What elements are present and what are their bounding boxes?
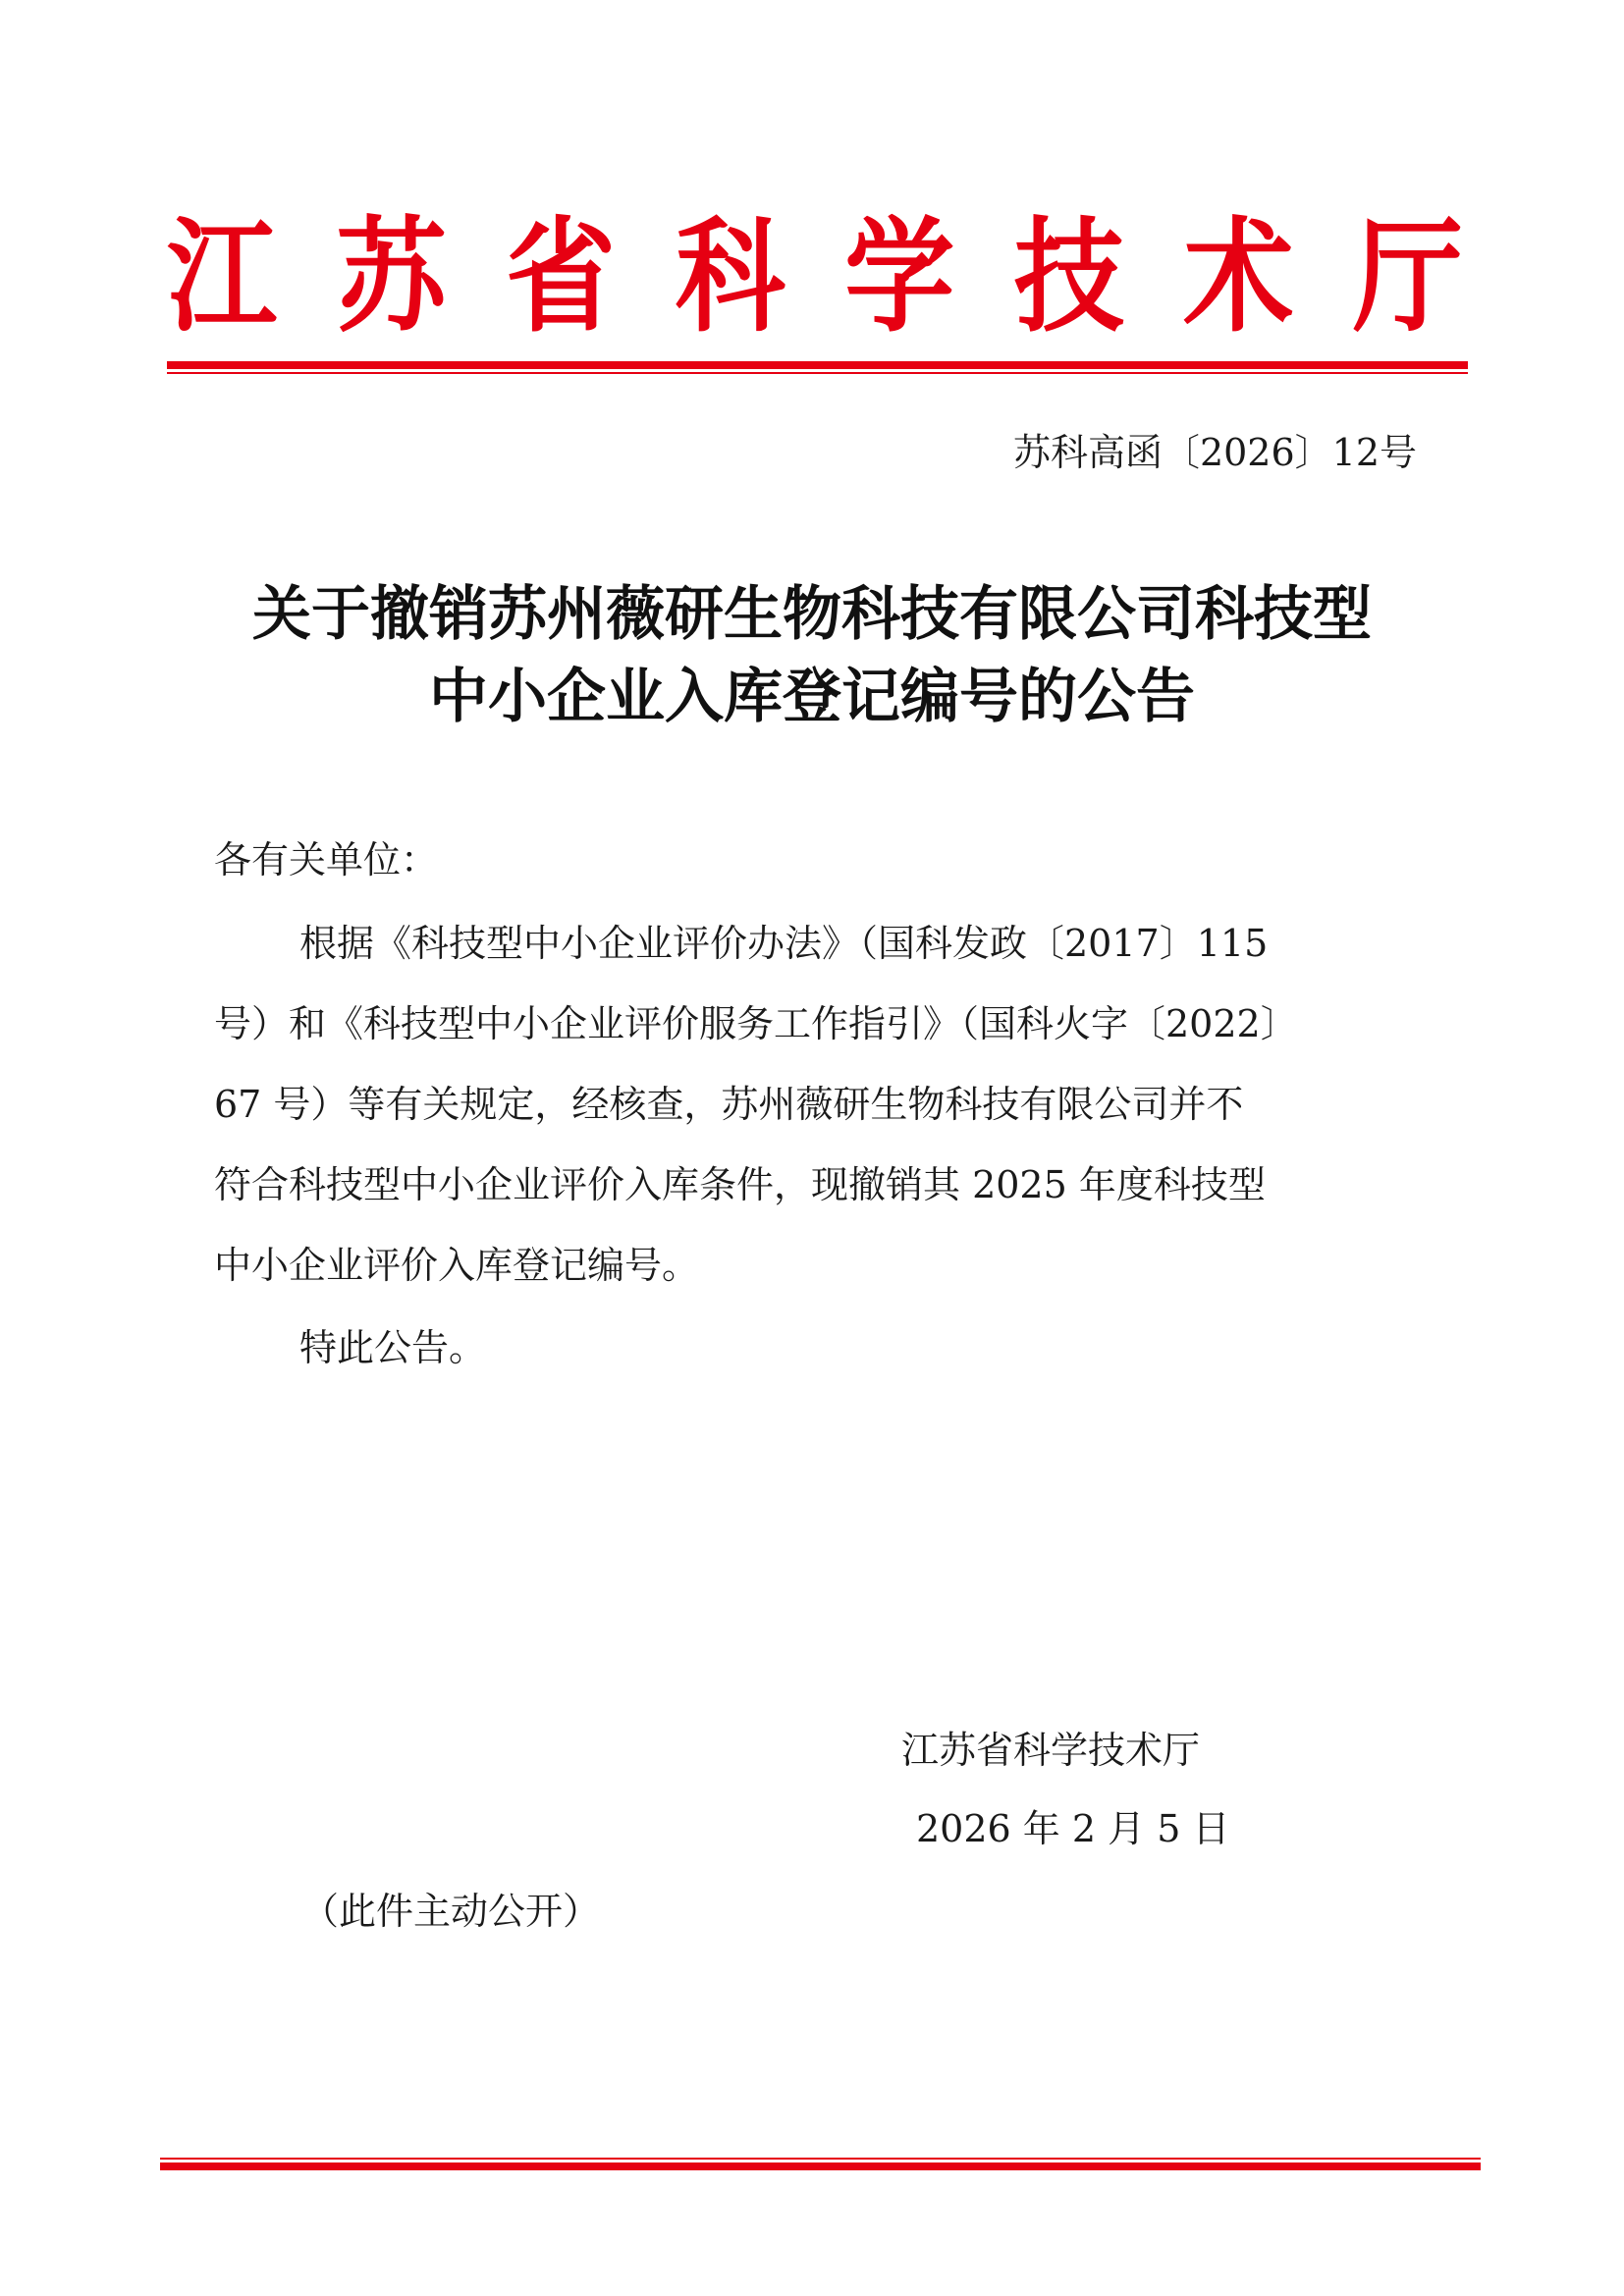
masthead-char: 厅 [1352,206,1463,349]
salutation: 各有关单位： [214,838,439,881]
body-line: 根据《科技型中小企业评价办法》（国科发政〔2017〕115 [299,922,1269,965]
masthead-char: 科 [675,206,785,349]
masthead-divider-thin [167,372,1468,374]
body-line: 号）和《科技型中小企业评价服务工作指引》（国科火字〔2022〕 [214,1002,1298,1045]
document-title-line-1: 关于撤销苏州薇研生物科技有限公司科技型 [252,580,1372,649]
masthead-char: 省 [506,206,617,349]
masthead [167,206,1463,349]
masthead-char: 技 [1013,206,1124,349]
masthead-char: 学 [844,206,955,349]
footer-divider-thick [160,2163,1481,2170]
document-number: 苏科高函〔2026〕12号 [1012,431,1417,474]
body-line: 符合科技型中小企业评价入库条件，现撤销其 2025 年度科技型 [214,1163,1266,1206]
signature-organization: 江苏省科学技术厅 [901,1729,1201,1772]
document-title-line-2: 中小企业入库登记编号的公告 [429,663,1195,731]
signature-date: 2026 年 2 月 5 日 [916,1807,1230,1850]
masthead-char: 苏 [336,206,447,349]
body-line: 中小企业评价入库登记编号。 [214,1244,700,1287]
masthead-char: 术 [1183,206,1294,349]
footer-divider-thin [160,2158,1481,2160]
disclosure-note: （此件主动公开） [301,1890,601,1933]
body-line: 67 号）等有关规定，经核查，苏州薇研生物科技有限公司并不 [214,1083,1244,1126]
masthead-divider-thick [167,361,1468,369]
closing-statement: 特此公告。 [299,1326,487,1369]
masthead-char: 江 [167,206,277,349]
